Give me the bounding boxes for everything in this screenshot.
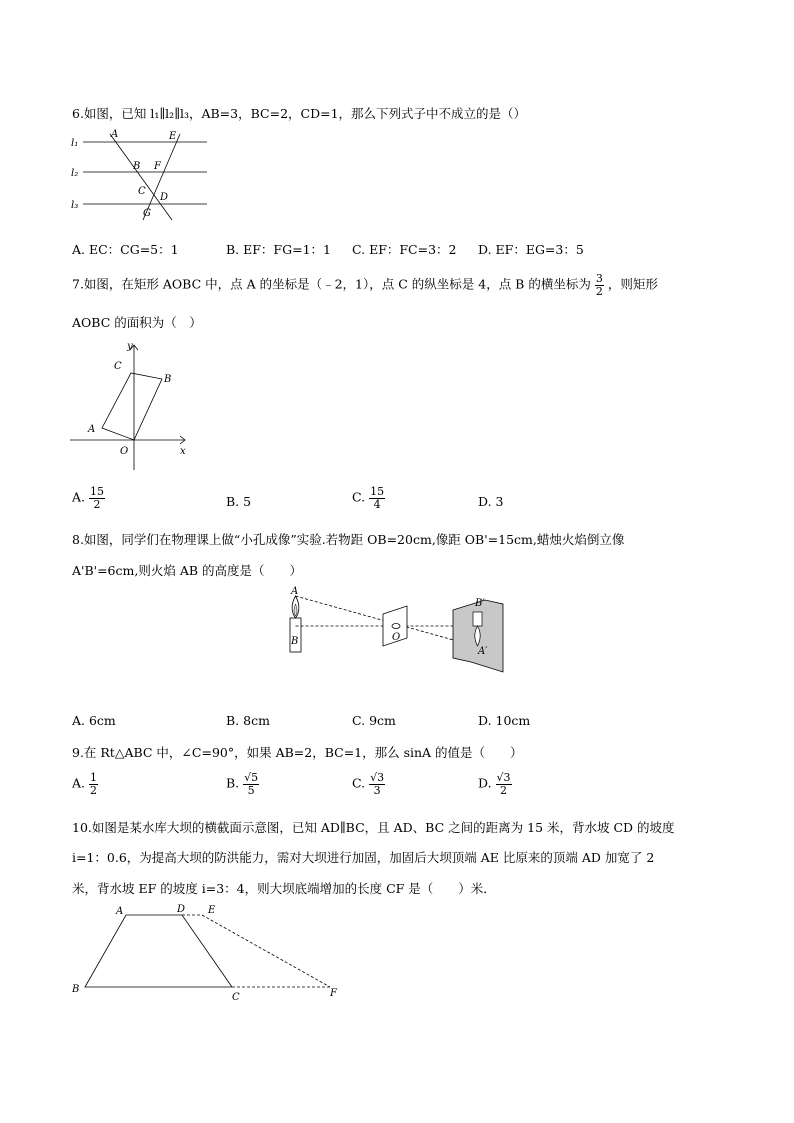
- q8-figure: [285, 582, 515, 682]
- q9-option-d-fraction: $\frac{√3}{2}$: [496, 771, 511, 797]
- q9-option-a-fraction: $\frac{1}{2}$: [90, 771, 97, 797]
- q7-stem-a: 7.如图，在矩形 AOBC 中，点 A 的坐标是（﹣2，1），点 C 的纵坐标是 4，点 B 的横坐标为: [72, 276, 591, 292]
- q7-stem-line1: [72, 273, 658, 297]
- q7-option-c: C. $\frac{15}{4}$: [352, 485, 385, 511]
- q9-option-b-fraction: $\frac{√5}{5}$: [244, 771, 259, 797]
- q8-stem-b: A'B'=6cm,则火焰 AB 的高度是（ ）: [72, 563, 302, 578]
- q7-label-A: A: [88, 424, 96, 435]
- q8-option-a: A. 6cm: [72, 713, 116, 728]
- q10-label-E: E: [208, 905, 216, 916]
- q10-label-A: A: [116, 906, 124, 917]
- q8-option-d: D. 10cm: [478, 713, 531, 728]
- q10-figure: [70, 902, 345, 1002]
- q7-stem-fraction: [595, 273, 604, 297]
- q7-option-b: B. 5: [226, 494, 252, 509]
- q10-label-F: F: [330, 988, 337, 999]
- q9-option-d: D. $\frac{√3}{2}$: [478, 771, 511, 797]
- q10-stem-b: i=1：0.6，为提高大坝的防洪能力，需对大坝进行加固，加固后大坝顶端 AE 比原来的顶端 AD 加宽了 2: [72, 850, 655, 865]
- q7-option-a: A. $\frac{15}{2}$: [72, 485, 104, 511]
- q7-option-c-fraction: $\frac{15}{4}$: [370, 485, 385, 511]
- q7-stem-b: ，则矩形: [607, 276, 658, 292]
- q8-option-c: C. 9cm: [352, 713, 396, 728]
- q6-label-F: F: [154, 161, 161, 172]
- q6-label-A: A: [111, 129, 119, 140]
- q6-option-a: A. EC：CG=5：1: [72, 242, 179, 257]
- q7-label-y: y: [127, 341, 133, 352]
- q6-option-b: B. EF：FG=1：1: [226, 242, 331, 257]
- q7-frac-den: 2: [595, 284, 603, 298]
- q6-option-d: D. EF：EG=3：5: [478, 242, 584, 257]
- q7-label-x: x: [180, 446, 186, 457]
- q7-option-d: D. 3: [478, 494, 504, 509]
- q6-option-c: C. EF：FC=3：2: [352, 242, 457, 257]
- q6-label-G: G: [143, 208, 151, 219]
- q10-label-D: D: [177, 904, 186, 915]
- q7-label-C: C: [114, 361, 122, 372]
- q7-stem-c: AOBC 的面积为（ ）: [72, 315, 202, 330]
- q10-label-B: B: [72, 984, 80, 995]
- q9-option-a: A. $\frac{1}{2}$: [72, 771, 97, 797]
- q7-option-a-fraction: $\frac{15}{2}$: [90, 485, 104, 511]
- q6-label-C: C: [138, 186, 146, 197]
- q6-label-l1: l₁: [71, 138, 79, 149]
- q8-label-O: O: [392, 632, 401, 643]
- q7-frac-num: 3: [595, 272, 603, 285]
- q8-label-A: A: [291, 586, 299, 597]
- q8-label-B: B: [291, 636, 299, 647]
- q10-label-C: C: [232, 992, 240, 1003]
- q9-option-c: C. $\frac{√3}{3}$: [352, 771, 385, 797]
- q9-stem: 9.在 Rt△ABC 中，∠C=90°，如果 AB=2，BC=1，那么 sinA 的值是（ ）: [72, 745, 523, 760]
- q6-figure: [70, 128, 220, 224]
- q7-figure: [70, 340, 195, 470]
- q10-stem-c: 米，背水坡 EF 的坡度 i=3：4，则大坝底端增加的长度 CF 是（ ）米．: [72, 881, 496, 896]
- q6-label-l3: l₃: [71, 200, 79, 211]
- q6-label-E: E: [169, 131, 177, 142]
- q6-label-l2: l₂: [71, 168, 79, 179]
- q8-stem-a: 8.如图，同学们在物理课上做“小孔成像”实验.若物距 OB=20cm,像距 OB'=15cm,蜡烛火焰倒立像: [72, 532, 625, 547]
- q7-label-B: B: [164, 374, 172, 385]
- q6-label-D: D: [160, 192, 169, 203]
- q8-option-b: B. 8cm: [226, 713, 270, 728]
- q10-stem-a: 10.如图是某水库大坝的横截面示意图，已知 AD∥BC，且 AD、BC 之间的距离为 15 米，背水坡 CD 的坡度: [72, 820, 675, 835]
- q7-label-O: O: [120, 446, 129, 457]
- q8-label-Aprime: A′: [478, 646, 488, 657]
- q9-option-c-fraction: $\frac{√3}{3}$: [370, 771, 385, 797]
- q8-label-Bprime: B′: [475, 598, 485, 609]
- q9-option-b: B. $\frac{√5}{5}$: [226, 771, 259, 797]
- q6-label-B: B: [133, 161, 141, 172]
- q6-stem: 6.如图，已知 l₁∥l₂∥l₃，AB=3，BC=2，CD=1，那么下列式子中不成立的是（）: [72, 106, 527, 121]
